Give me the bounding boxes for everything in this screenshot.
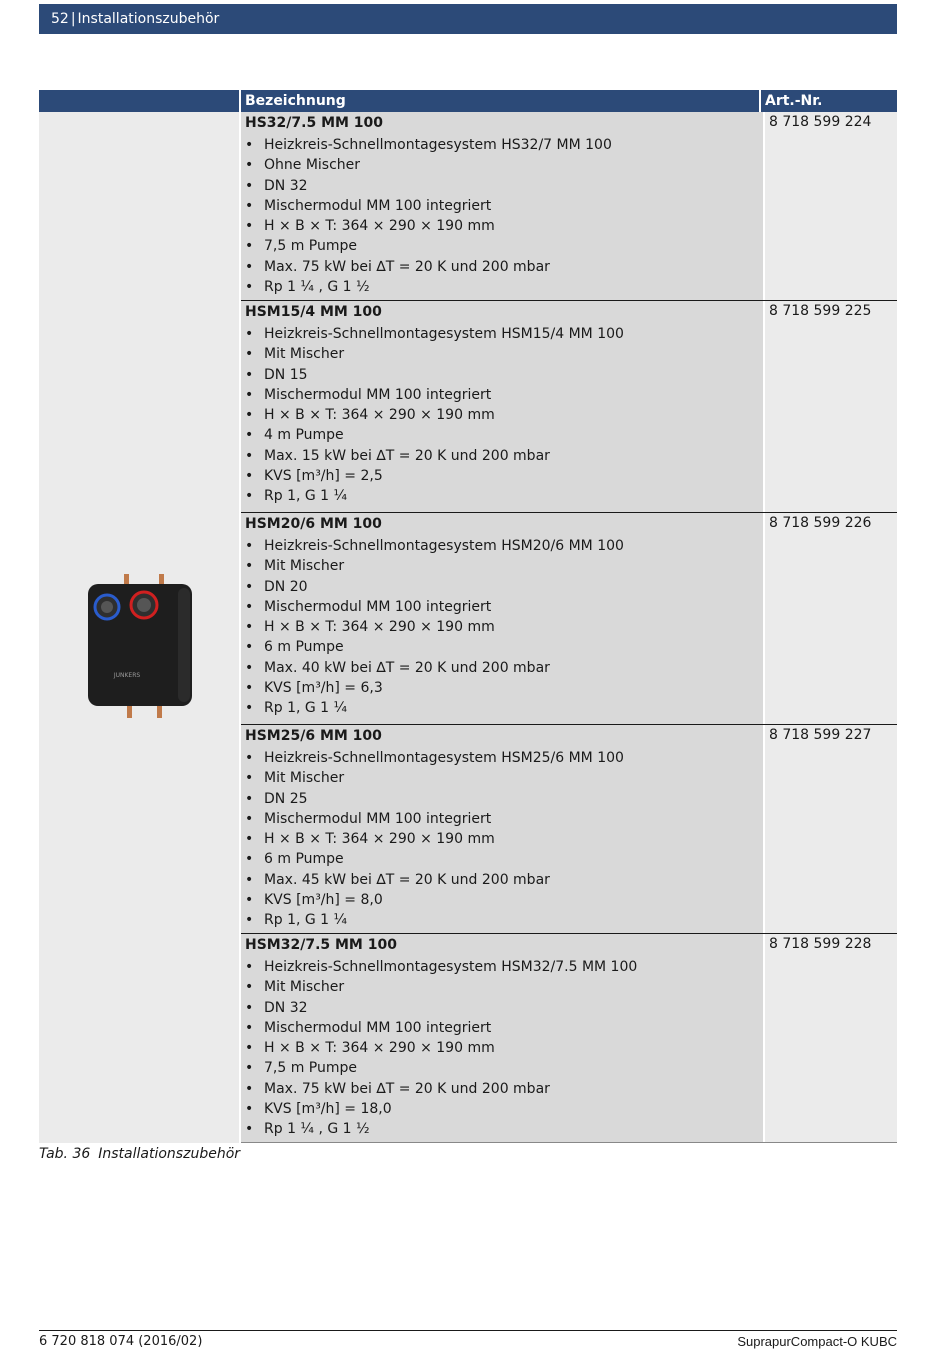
bullet-icon: • — [245, 659, 254, 676]
bullet-icon: • — [245, 238, 254, 255]
feature-text: Mit Mischer — [264, 979, 345, 996]
bullet-icon: • — [245, 810, 254, 827]
feature-text: Mischermodul MM 100 integriert — [264, 598, 492, 615]
feature-text: 6 m Pumpe — [264, 639, 344, 656]
feature-text: Mischermodul MM 100 integriert — [264, 810, 492, 827]
feature-item — [245, 870, 759, 890]
feature-text: 7,5 m Pumpe — [264, 1060, 358, 1077]
bullet-icon: • — [245, 578, 254, 595]
feature-item — [245, 196, 759, 216]
feature-text: H × B × T: 364 × 290 × 190 mm — [264, 1040, 495, 1057]
bullet-icon: • — [245, 326, 254, 342]
feature-text: 7,5 m Pumpe — [264, 238, 358, 255]
bullet-icon: • — [245, 488, 254, 505]
feature-text: H × B × T: 364 × 290 × 190 mm — [264, 407, 495, 424]
feature-text: H × B × T: 364 × 290 × 190 mm — [264, 218, 495, 235]
page-number: 52 — [51, 11, 69, 27]
feature-text: KVS [m³/h] = 6,3 — [264, 680, 383, 697]
bullet-icon: • — [245, 177, 254, 194]
feature-item — [245, 890, 759, 910]
description-cell — [241, 725, 765, 933]
feature-text: KVS [m³/h] = 2,5 — [264, 468, 383, 485]
bullet-icon: • — [245, 831, 254, 848]
bullet-icon: • — [245, 790, 254, 807]
feature-text: 6 m Pumpe — [264, 851, 344, 868]
feature-text: Heizkreis-Schnellmontagesystem HSM25/6 MM 100 — [264, 750, 624, 766]
product-image-cell — [39, 112, 241, 1143]
feature-item — [245, 1079, 759, 1099]
bullet-icon: • — [245, 959, 254, 975]
bullet-icon: • — [245, 427, 254, 444]
feature-text: KVS [m³/h] = 18,0 — [264, 1101, 392, 1118]
caption-label: Tab. 36 — [39, 1146, 91, 1162]
feature-item — [245, 617, 759, 637]
image-column-header — [39, 90, 241, 112]
footer-divider — [39, 1330, 897, 1331]
bullet-icon: • — [245, 979, 254, 996]
feature-item — [245, 135, 759, 155]
article-number-cell: 8 718 599 225 — [765, 301, 897, 512]
feature-text: Mit Mischer — [264, 346, 345, 363]
description-cell — [241, 301, 765, 512]
bullet-icon: • — [245, 770, 254, 787]
feature-list — [245, 957, 759, 1140]
bullet-icon: • — [245, 1019, 254, 1036]
bullet-icon: • — [245, 538, 254, 554]
bullet-icon: • — [245, 680, 254, 697]
feature-text: DN 25 — [264, 790, 308, 807]
feature-item — [245, 425, 759, 445]
feature-item — [245, 324, 759, 344]
bullet-icon: • — [245, 871, 254, 888]
feature-item — [245, 155, 759, 175]
bullet-icon: • — [245, 218, 254, 235]
feature-text: Rp 1 ¼ , G 1 ½ — [264, 1121, 370, 1138]
bullet-icon: • — [245, 598, 254, 615]
feature-text: Mischermodul MM 100 integriert — [264, 1019, 492, 1036]
feature-item — [245, 486, 759, 506]
feature-text: Heizkreis-Schnellmontagesystem HS32/7 MM 100 — [264, 137, 612, 153]
section-title: Installationszubehör — [77, 11, 220, 27]
table-row — [241, 301, 897, 513]
accessory-table — [39, 90, 897, 1143]
product-name: HSM25/6 MM 100 — [245, 728, 382, 744]
bullet-icon: • — [245, 558, 254, 575]
feature-text: H × B × T: 364 × 290 × 190 mm — [264, 619, 495, 636]
bullet-icon: • — [245, 639, 254, 656]
article-number-cell: 8 718 599 227 — [765, 725, 897, 933]
article-number-cell: 8 718 599 226 — [765, 513, 897, 724]
feature-item — [245, 257, 759, 277]
feature-item — [245, 1119, 759, 1139]
feature-text: Rp 1, G 1 ¼ — [264, 700, 348, 717]
bullet-icon: • — [245, 1040, 254, 1057]
feature-item — [245, 698, 759, 718]
feature-list — [245, 324, 759, 507]
feature-list — [245, 536, 759, 719]
caption-text: Installationszubehör — [98, 1146, 241, 1162]
bullet-icon: • — [245, 912, 254, 929]
feature-item — [245, 446, 759, 466]
feature-item — [245, 176, 759, 196]
bullet-icon: • — [245, 1080, 254, 1097]
feature-text: Heizkreis-Schnellmontagesystem HSM15/4 MM 100 — [264, 326, 624, 342]
description-cell — [241, 934, 765, 1142]
feature-text: Max. 75 kW bei ∆T = 20 K und 200 mbar — [264, 258, 550, 275]
feature-text: H × B × T: 364 × 290 × 190 mm — [264, 831, 495, 848]
bullet-icon: • — [245, 197, 254, 214]
rows-container — [241, 112, 897, 1143]
feature-text: KVS [m³/h] = 8,0 — [264, 892, 383, 909]
page-header: 52 | Installationszubehör — [39, 4, 897, 34]
product-name: HSM32/7.5 MM 100 — [245, 937, 397, 953]
feature-text: Max. 45 kW bei ∆T = 20 K und 200 mbar — [264, 871, 550, 888]
feature-text: DN 15 — [264, 366, 308, 383]
bullet-icon: • — [245, 851, 254, 868]
feature-item — [245, 1058, 759, 1078]
bullet-icon: • — [245, 892, 254, 909]
feature-text: Mischermodul MM 100 integriert — [264, 386, 492, 403]
feature-text: DN 20 — [264, 578, 308, 595]
bullet-icon: • — [245, 999, 254, 1016]
feature-text: Mischermodul MM 100 integriert — [264, 197, 492, 214]
footer-product-name: SuprapurCompact-O KUBC — [737, 1334, 897, 1349]
bullet-icon: • — [245, 1060, 254, 1077]
product-name: HSM20/6 MM 100 — [245, 516, 382, 532]
feature-item — [245, 678, 759, 698]
feature-text: Mit Mischer — [264, 770, 345, 787]
feature-item — [245, 236, 759, 256]
feature-text: DN 32 — [264, 177, 308, 194]
feature-item — [245, 748, 759, 768]
feature-item — [245, 768, 759, 788]
feature-text: Rp 1 ¼ , G 1 ½ — [264, 279, 370, 296]
feature-item — [245, 977, 759, 997]
feature-item — [245, 910, 759, 930]
bullet-icon: • — [245, 1121, 254, 1138]
feature-text: Heizkreis-Schnellmontagesystem HSM20/6 MM 100 — [264, 538, 624, 554]
feature-text: Max. 75 kW bei ∆T = 20 K und 200 mbar — [264, 1080, 550, 1097]
bullet-icon: • — [245, 619, 254, 636]
feature-item — [245, 216, 759, 236]
feature-item — [245, 365, 759, 385]
feature-item — [245, 277, 759, 297]
feature-text: Max. 40 kW bei ∆T = 20 K und 200 mbar — [264, 659, 550, 676]
table-row — [241, 513, 897, 725]
product-name: HSM15/4 MM 100 — [245, 304, 382, 320]
feature-list — [245, 748, 759, 931]
table-row — [241, 934, 897, 1143]
feature-item — [245, 658, 759, 678]
feature-item — [245, 597, 759, 617]
feature-text: Ohne Mischer — [264, 157, 361, 174]
bullet-icon: • — [245, 407, 254, 424]
description-cell — [241, 513, 765, 724]
product-name: HS32/7.5 MM 100 — [245, 115, 384, 131]
feature-item — [245, 637, 759, 657]
bullet-icon: • — [245, 258, 254, 275]
feature-list — [245, 135, 759, 297]
bullet-icon: • — [245, 386, 254, 403]
article-number-cell: 8 718 599 228 — [765, 934, 897, 1142]
feature-item — [245, 466, 759, 486]
feature-item — [245, 556, 759, 576]
feature-item — [245, 536, 759, 556]
feature-item — [245, 405, 759, 425]
table-header — [39, 90, 897, 112]
feature-text: DN 32 — [264, 999, 308, 1016]
bullet-icon: • — [245, 279, 254, 296]
feature-item — [245, 577, 759, 597]
feature-text: Rp 1, G 1 ¼ — [264, 488, 348, 505]
feature-item — [245, 809, 759, 829]
bullet-icon: • — [245, 700, 254, 717]
bullet-icon: • — [245, 1101, 254, 1118]
bullet-icon: • — [245, 750, 254, 766]
feature-item — [245, 1018, 759, 1038]
bezeichnung-header: Bezeichnung — [241, 90, 761, 112]
bullet-icon: • — [245, 346, 254, 363]
table-caption — [39, 1146, 240, 1162]
bullet-icon: • — [245, 447, 254, 464]
brand-logo-text: JUNKERS — [113, 672, 141, 679]
feature-item — [245, 385, 759, 405]
feature-item — [245, 998, 759, 1018]
bullet-icon: • — [245, 468, 254, 485]
feature-text: Mit Mischer — [264, 558, 345, 575]
heating-module-image — [83, 572, 203, 722]
feature-item — [245, 344, 759, 364]
bullet-icon: • — [245, 366, 254, 383]
footer-doc-number: 6 720 818 074 (2016/02) — [39, 1334, 203, 1349]
feature-item — [245, 789, 759, 809]
feature-text: Heizkreis-Schnellmontagesystem HSM32/7.5 MM 100 — [264, 959, 638, 975]
feature-item — [245, 829, 759, 849]
bullet-icon: • — [245, 157, 254, 174]
feature-text: Max. 15 kW bei ∆T = 20 K und 200 mbar — [264, 447, 550, 464]
feature-item — [245, 957, 759, 977]
feature-text: 4 m Pumpe — [264, 427, 344, 444]
feature-item — [245, 1099, 759, 1119]
article-number-cell: 8 718 599 224 — [765, 112, 897, 300]
feature-item — [245, 849, 759, 869]
bullet-icon: • — [245, 137, 254, 153]
feature-item — [245, 1038, 759, 1058]
artnr-header: Art.-Nr. — [765, 93, 823, 109]
table-row — [241, 112, 897, 301]
feature-text: Rp 1, G 1 ¼ — [264, 912, 348, 929]
description-cell — [241, 112, 765, 300]
table-row — [241, 725, 897, 934]
